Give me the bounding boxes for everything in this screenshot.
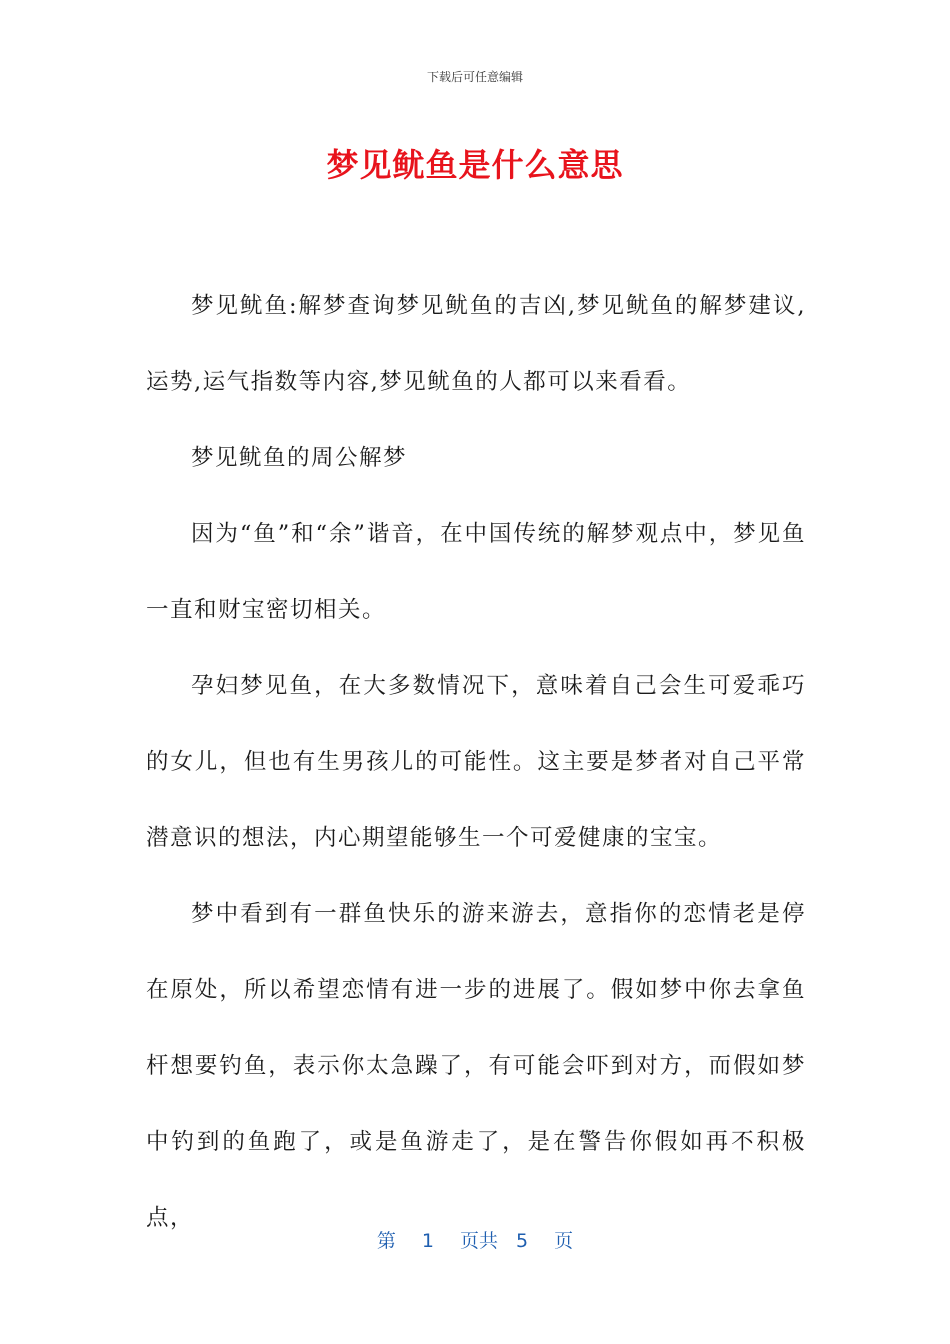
paragraph-school-of-fish: 梦中看到有一群鱼快乐的游来游去，意指你的恋情老是停在原处，所以希望恋情有进一步的进展了。假如梦中你去拿鱼杆想要钓鱼，表示你太急躁了，有可能会吓到对方，而假如梦中钓到的鱼跑了，或是鱼游走了，是在警告你假如再不积极点， <box>146 901 806 1231</box>
paragraph-fish-wealth: 因为“鱼”和“余”谐音，在中国传统的解梦观点中，梦见鱼一直和财宝密切相关。 <box>146 521 806 623</box>
footer-suffix: 页 <box>554 1230 574 1252</box>
footer-page-number: 1 <box>421 1230 434 1252</box>
document-body <box>146 268 806 1256</box>
footer-middle: 页共 <box>459 1230 498 1252</box>
footer-prefix: 第 <box>376 1230 396 1252</box>
page-footer <box>0 1226 950 1253</box>
header-note: 下载后可任意编辑 <box>426 70 523 84</box>
paragraph-section-heading: 梦见鱿鱼的周公解梦 <box>191 445 408 471</box>
paragraph-pregnant-woman: 孕妇梦见鱼，在大多数情况下，意味着自己会生可爱乖巧的女儿，但也有生男孩儿的可能性。这主要是梦者对自己平常潜意识的想法，内心期望能够生一个可爱健康的宝宝。 <box>146 673 806 851</box>
document-title: 梦见鱿鱼是什么意思 <box>326 146 624 184</box>
paragraph-intro: 梦见鱿鱼:解梦查询梦见鱿鱼的吉凶,梦见鱿鱼的解梦建议,运势,运气指数等内容,梦见鱿鱼的人都可以来看看。 <box>146 293 806 395</box>
footer-total-pages: 5 <box>516 1230 529 1252</box>
